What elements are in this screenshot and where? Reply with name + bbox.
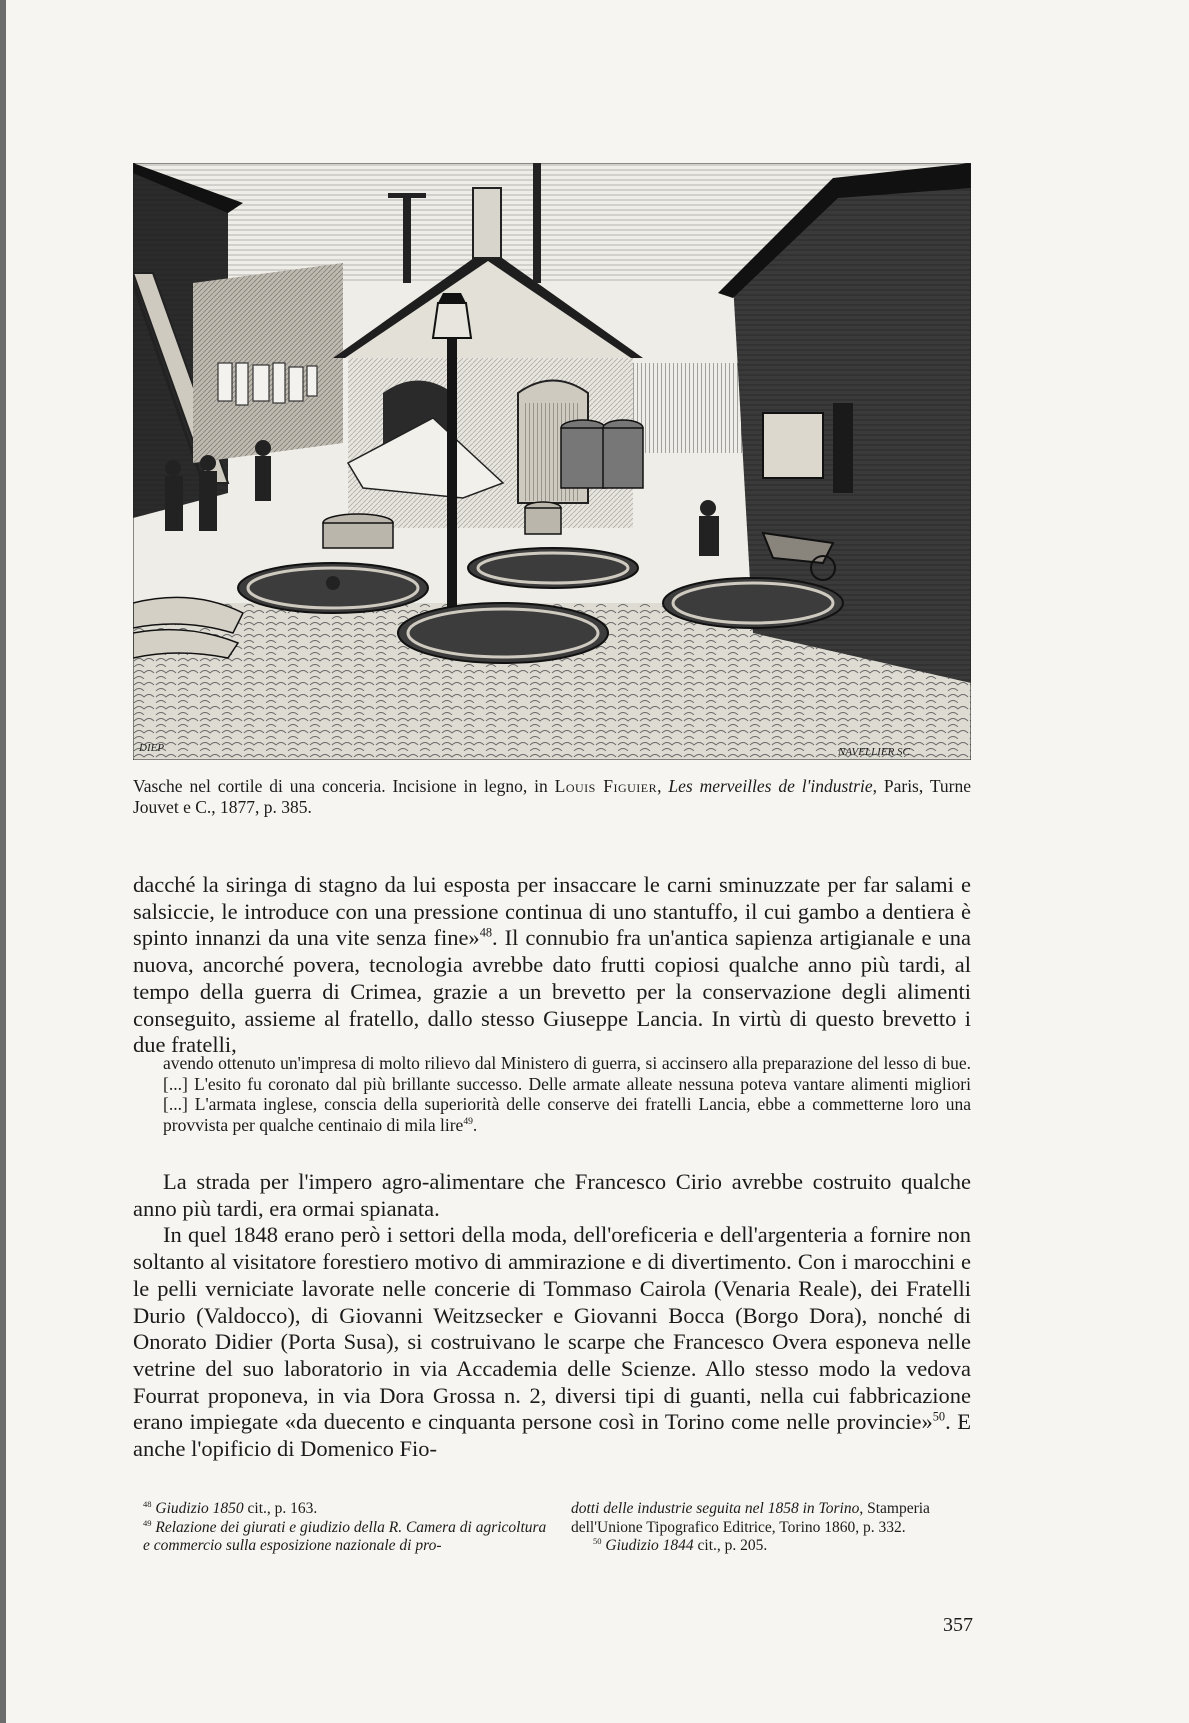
caption-publication: , Paris, Turne Jouvet e C., 1877, p. 385.	[133, 776, 971, 817]
footnote-title: Giudizio 1844	[605, 1537, 694, 1554]
page-number: 357	[943, 1614, 973, 1636]
paragraph-text: . Il connubio fra un'antica sapienza artigianale e una nuova, ancorché povera, tecnologia avrebbe dato frutti copiosi qualche anno più tardi, al tempo della guerra di Crimea, grazie a un brevetto per la conservazione degli alimenti conseguito, assieme al fratello, dallo stesso Giuseppe Lancia. In virtù di questo brevetto i due fratelli,	[133, 925, 971, 1058]
body-text-upper	[133, 872, 971, 1059]
footnote-49-continued	[571, 1500, 971, 1537]
quote-text: avendo ottenuto un'impresa di molto rilievo dal Ministero di guerra, si accinsero alla preparazione del lesso di bue. [...] L'esito fu coronato dal più brillante successo. Delle armate alleate nessuna poteva vantare alimenti migliori [...] L'armata inglese, conscia della superiorità delle conserve dei fratelli Lancia, ebbe a commetterne loro una provvista per qualche centinaio di mila lire	[163, 1053, 971, 1136]
footnote-title: Relazione dei giurati e giudizio della R. Camera di agricoltura e commercio sulla esposizione nazionale di pro-	[143, 1518, 547, 1554]
paragraph	[133, 1222, 971, 1462]
figure-caption	[133, 776, 971, 818]
footnote-title: dotti delle industrie seguita nel 1858 in Torino	[571, 1500, 860, 1517]
engraver-signature-left: DIEP	[139, 742, 165, 754]
body-text-lower	[133, 1169, 971, 1463]
footnote-ref-49[interactable]: 49	[463, 1116, 473, 1128]
caption-author: Louis Figuier	[554, 776, 658, 796]
footnote-text: cit., p. 163.	[243, 1500, 318, 1517]
footnote-title: Giudizio 1850	[155, 1500, 244, 1517]
footnote-ref-50[interactable]: 50	[932, 1409, 946, 1424]
paragraph-text: dacché la siringa di stagno da lui esposta per insaccare le carni sminuzzate per far salami e salsiccie, le introduce con una pressione continua di uno stantuffo, il cui gambo a dentiera è spinto innanzi da una vite senza fine»	[133, 872, 971, 951]
engraver-signature-right: NAVELLIER SC	[838, 746, 910, 758]
footnote-50	[571, 1537, 971, 1556]
footnote-number: 48	[143, 1498, 152, 1509]
paragraph-text: . E anche l'opificio di Domenico Fio-	[133, 1409, 971, 1462]
footnote-text: , Stamperia dell'Unione Tipografico Editrice, Torino 1860, p. 332.	[571, 1500, 930, 1536]
footnote-number: 49	[143, 1517, 152, 1528]
footnotes-right-column	[571, 1500, 971, 1556]
footnote-ref-48[interactable]: 48	[479, 925, 493, 940]
quote-end: .	[472, 1115, 478, 1136]
caption-separator: ,	[657, 776, 669, 796]
engraving-illustration	[133, 163, 971, 760]
paragraph-text: In quel 1848 erano però i settori della moda, dell'oreficeria e dell'argenteria a fornire non soltanto al visitatore forestiero motivo di ammirazione e di divertimento. Con i marocchini e le pelli verniciate lavorate nelle concerie di Tommaso Cairola (Venaria Reale), dei Fratelli Durio (Valdocco), di Giovanni Weitzsecker e Giovanni Bocca (Borgo Dora), nonché di Onorato Didier (Porta Susa), si costruivano le scarpe che Francesco Overa esponeva nelle vetrine del suo laboratorio in via Accademia delle Scienze. Allo stesso modo la vedova Fourrat proponeva, in via Dora Grossa n. 2, diversi tipi di guanti, nella cui fabbricazione erano impiegate «da duecento e cinquanta persone così in Torino come nelle provincie»	[133, 1222, 971, 1435]
caption-text: Vasche nel cortile di una conceria. Incisione in legno, in	[133, 776, 555, 796]
footnote-text: cit., p. 205.	[693, 1537, 768, 1554]
footnotes-left-column	[133, 1500, 553, 1556]
footnote-48	[133, 1500, 553, 1519]
block-quote	[163, 1053, 971, 1136]
footnote-49	[133, 1519, 553, 1556]
scan-edge	[0, 0, 6, 1723]
footnote-number: 50	[593, 1535, 602, 1546]
caption-book-title: Les merveilles de l'industrie	[668, 776, 873, 796]
paragraph	[133, 872, 971, 1059]
paragraph: La strada per l'impero agro-alimentare che Francesco Cirio avrebbe costruito qualche anno più tardi, era ormai spianata.	[133, 1169, 971, 1221]
